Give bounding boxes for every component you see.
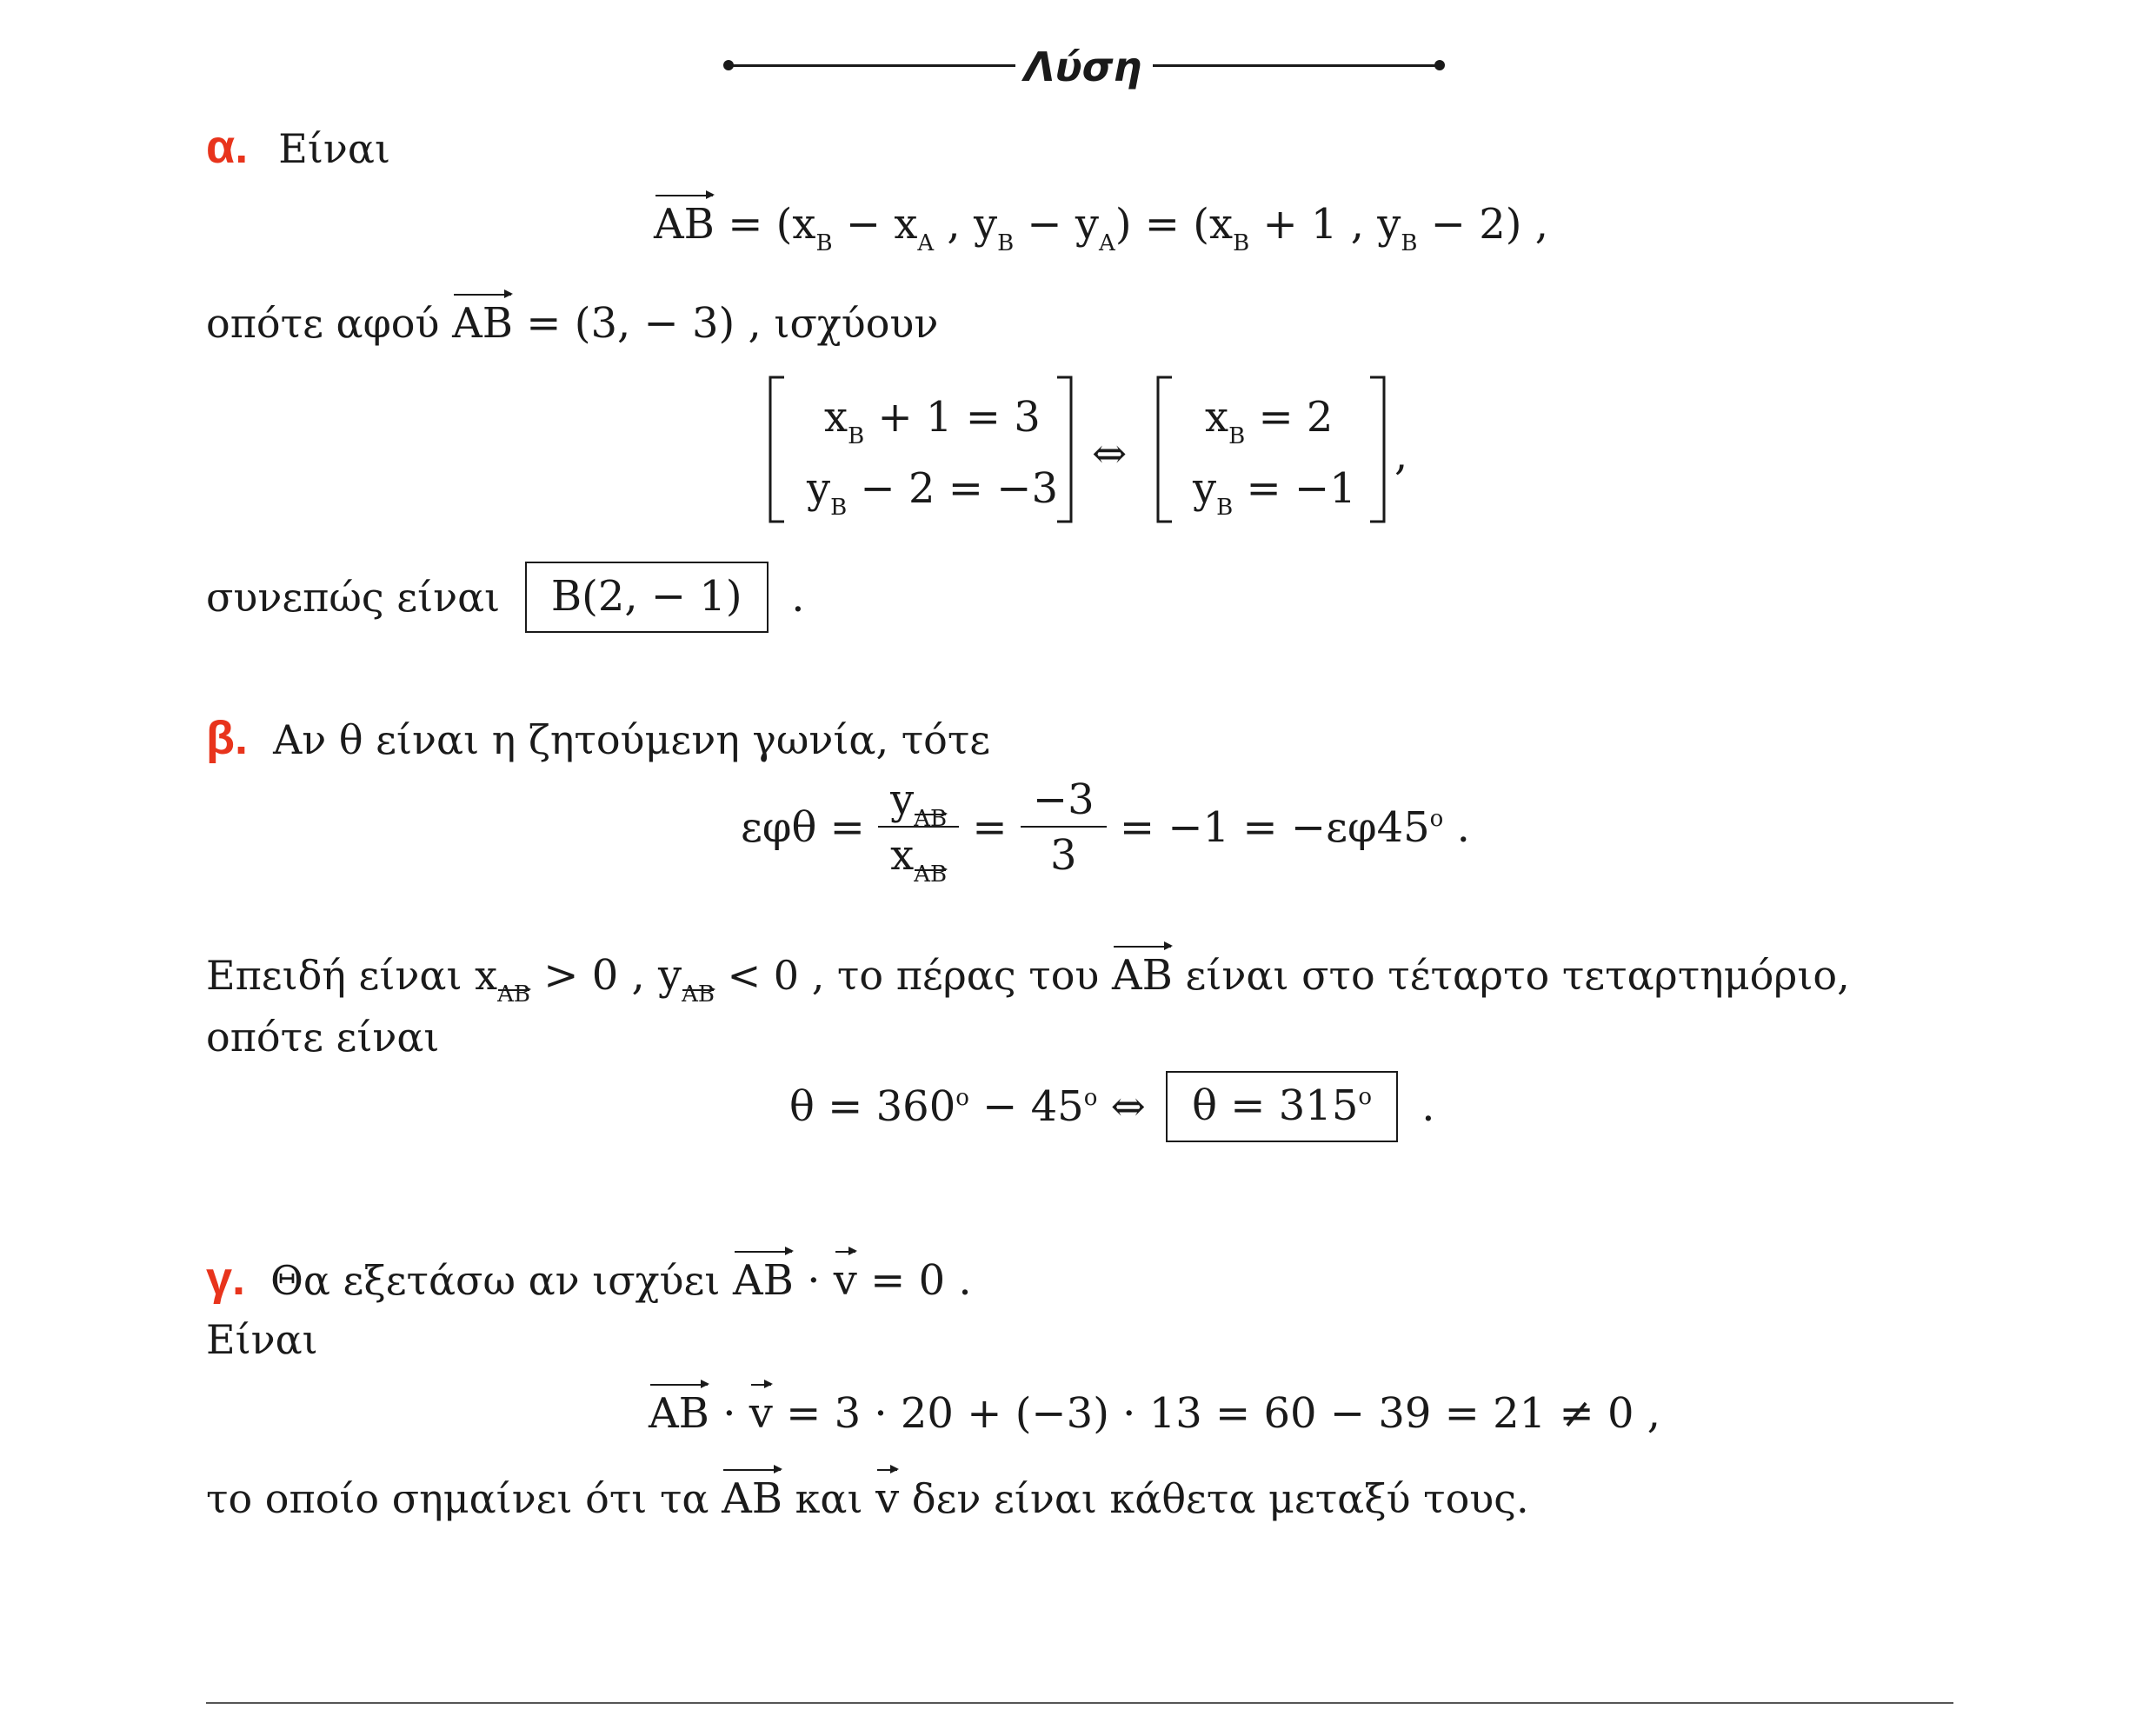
eq-text: x — [890, 831, 915, 880]
dot-operator: · — [709, 1389, 749, 1438]
eq-text: − x — [832, 200, 918, 249]
eq-text: y — [1193, 464, 1217, 513]
eq-text: = −1 = −εφ45 — [1119, 803, 1430, 852]
system-comma: , — [1394, 431, 1408, 480]
part-b-quadrant-line: Επειδή είναι $x_{AB} > 0$ , $y_{AB} < 0$ , το πέρας του AB είναι στο τέταρτο τεταρτημόριο, — [206, 951, 1850, 1008]
eq-text: = 3 · 20 + (−3) · 13 = 60 − 39 = 21 ≠ 0 , — [772, 1389, 1660, 1438]
period: . — [791, 573, 805, 622]
vector-ab: AB — [654, 200, 715, 249]
degree-sign: ο — [1358, 1084, 1373, 1110]
fraction-y-over-x: $\frac{y_{AB}}{x_{AB}}$ — [878, 779, 959, 876]
eq-sub: B — [1228, 423, 1246, 449]
part-a-intro: Είναι — [278, 125, 390, 172]
eq-text: = (x — [714, 200, 816, 249]
title-right-rule — [1153, 64, 1440, 67]
eq-text: − y — [1014, 200, 1100, 249]
degree-sign: ο — [1429, 806, 1444, 832]
part-a-heading — [206, 120, 390, 174]
part-a-vector-equation — [654, 200, 1548, 256]
right-brace-icon — [1367, 376, 1396, 530]
part-b-marker: β. — [206, 712, 248, 764]
eq-sub: B — [1401, 230, 1418, 256]
eq-text: − 45 — [968, 1082, 1084, 1131]
vector-ab: AB — [722, 1474, 783, 1523]
part-c-conclusion — [206, 1474, 1529, 1523]
vector-ab: AB — [452, 299, 514, 348]
system-left-eq-1 — [824, 393, 1041, 449]
eq-sub: A — [1099, 230, 1115, 256]
left-brace-icon — [758, 376, 788, 530]
part-a-conclusion — [206, 562, 805, 633]
system-right-eq-1 — [1205, 393, 1334, 449]
quadrant-text: < 0 , το πέρας του — [715, 952, 1112, 999]
eq-text: + 1 , y — [1249, 200, 1401, 249]
eq-text: + 1 = 3 — [864, 393, 1041, 442]
eq-text: = 2 — [1245, 393, 1334, 442]
degree-sign: ο — [955, 1085, 969, 1111]
part-c-is-line: Είναι — [206, 1316, 318, 1363]
title-left-rule — [729, 64, 1015, 67]
vector-ab: AB — [1111, 951, 1173, 1000]
eq-sub: B — [1233, 230, 1250, 256]
eq-text: x — [1205, 393, 1229, 442]
result-box-b: B(2, − 1) — [525, 562, 769, 633]
eq-text: θ = 360 — [789, 1082, 956, 1131]
intro-text: Θα εξετάσω αν ισχύει — [270, 1257, 733, 1304]
footer-rule — [206, 1702, 1953, 1704]
intro-text: = 0 . — [856, 1256, 972, 1305]
eq-text: = — [972, 803, 1008, 852]
part-b-so-line: οπότε είναι — [206, 1014, 440, 1061]
result-box-theta — [1166, 1071, 1398, 1142]
given-text: ισχύουν — [761, 300, 939, 347]
eq-text: y — [890, 775, 915, 824]
equivalence-icon: ⇔ — [1097, 1082, 1146, 1131]
vector-ab: AB — [649, 1389, 709, 1438]
vector-v: v — [749, 1389, 773, 1438]
part-b-heading — [206, 711, 990, 765]
period: . — [1421, 1082, 1435, 1131]
conclusion-text: το οποίο σημαίνει ότι τα — [206, 1475, 722, 1522]
conclusion-text: και — [782, 1475, 876, 1522]
eq-sub: B — [848, 423, 865, 449]
right-brace-icon — [1054, 376, 1083, 530]
vector-v: v — [875, 1474, 900, 1523]
eq-text: . — [1443, 803, 1470, 852]
vector-ab: AB — [733, 1256, 794, 1305]
part-c-heading — [206, 1252, 972, 1306]
title-right-dot — [1434, 60, 1445, 70]
given-text: οπότε αφού — [206, 300, 453, 347]
part-c-marker: γ. — [206, 1253, 246, 1305]
eq-sub: B — [815, 230, 833, 256]
system-left-eq-2 — [807, 464, 1058, 521]
part-a-given-line — [206, 299, 939, 348]
part-a-marker: α. — [206, 121, 249, 173]
section-title: Λύση — [1024, 43, 1142, 90]
eq-text: , y — [934, 200, 998, 249]
eq-text: − 2) , — [1417, 200, 1548, 249]
quadrant-text: Επειδή είναι x — [206, 952, 498, 999]
eq-text: = −1 — [1233, 464, 1356, 513]
eq-text: θ = 315 — [1192, 1081, 1359, 1130]
dot-operator: · — [793, 1256, 834, 1305]
eq-text: y — [807, 464, 831, 513]
eq-text: εφθ = — [741, 803, 865, 852]
eq-text: −3 — [1021, 779, 1107, 828]
part-b-theta-equation — [789, 1071, 1435, 1142]
quadrant-text: > 0 , y — [529, 951, 682, 1000]
degree-sign: ο — [1083, 1085, 1098, 1111]
eq-text: 3 — [1050, 831, 1077, 880]
eq-text: − 2 = −3 — [847, 464, 1058, 513]
conclusion-text: συνεπώς είναι — [206, 574, 501, 621]
eq-text: x — [824, 393, 848, 442]
part-c-dot-product-equation — [649, 1389, 1660, 1438]
eq-sub: A — [917, 230, 935, 256]
vector-v: v — [833, 1256, 857, 1305]
eq-sub: B — [830, 495, 848, 521]
quadrant-text: είναι στο τέταρτο τεταρτημόριο, — [1172, 952, 1850, 999]
eq-sub: B — [1216, 495, 1234, 521]
conclusion-text: δεν είναι κάθετα μεταξύ τους. — [899, 1475, 1529, 1522]
system-right-eq-2 — [1193, 464, 1356, 521]
equivalence-icon: ⇔ — [1092, 429, 1128, 478]
fraction-minus3-over-3 — [1021, 775, 1107, 880]
eq-sub: B — [997, 230, 1015, 256]
part-b-tangent-equation — [741, 775, 1470, 888]
left-brace-icon — [1146, 376, 1175, 530]
given-value: = (3, − 3) , — [513, 299, 762, 348]
eq-text: ) = (x — [1115, 200, 1234, 249]
part-b-intro: Αν θ είναι η ζητούμενη γωνία, τότε — [273, 716, 991, 763]
